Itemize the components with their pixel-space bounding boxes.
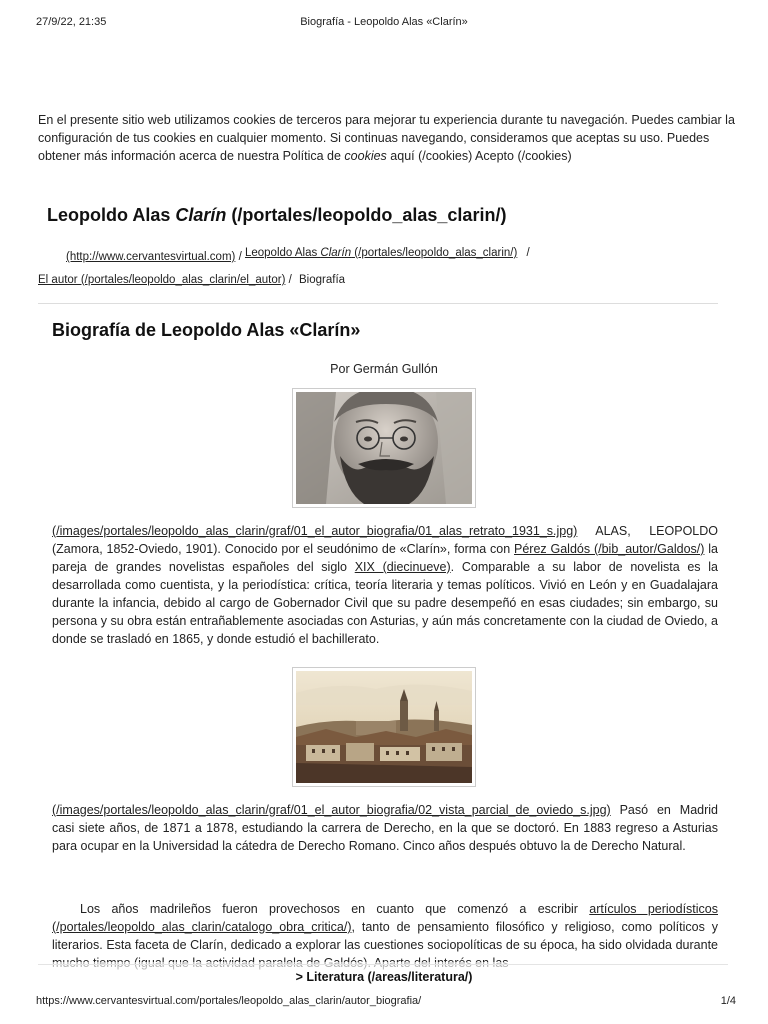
breadcrumb-portal-link[interactable] bbox=[245, 247, 517, 259]
breadcrumb-portal-italic: Clarín bbox=[320, 247, 352, 259]
paragraph-1-text-a: ALAS, LEOPOLDO (Zamora, 1852-Oviedo, 1901). Conocido por el seudónimo de «Clarín», forma con bbox=[52, 524, 718, 556]
oviedo-illustration bbox=[296, 671, 472, 783]
cookie-notice bbox=[38, 111, 738, 165]
breadcrumb-separator: / bbox=[238, 251, 242, 263]
divider bbox=[38, 303, 718, 304]
portal-title-italic: Clarín bbox=[175, 205, 227, 225]
cookie-word: cookies bbox=[344, 149, 387, 163]
breadcrumb-separator: / bbox=[526, 247, 530, 259]
paragraph-1-text-b: la pareja de grandes novelistas españoles del siglo bbox=[52, 542, 719, 574]
portal-title-suffix: (/portales/leopoldo_alas_clarin/) bbox=[226, 205, 507, 225]
paragraph-1-text-c: . Comparable a su labor de novelista es la desarrollada como cuentista, y la periodística: crítica, teoría literaria y temas políticos. Vivió en León y en Guadalajara durante la infancia, debido al cargo de Gobernador Civil que su padre desempeñó en esas ciudades; sin embargo, su persona y su obra están entrañablemente asociadas con Asturias, y aún más concretamente con la ciudad de Oviedo, a donde se trasladó en 1865, y donde estudió el bachillerato. bbox=[52, 560, 718, 646]
print-doc-title: Biografía - Leopoldo Alas «Clarín» bbox=[300, 16, 468, 28]
cookie-accept-links[interactable]: aquí (/cookies) Acepto (/cookies) bbox=[386, 149, 572, 163]
galdos-link[interactable]: Pérez Galdós (/bib_autor/Galdos/) bbox=[514, 542, 705, 556]
portal-title-prefix: Leopoldo Alas bbox=[47, 205, 176, 225]
oviedo-image-link[interactable]: (/images/portales/leopoldo_alas_clarin/graf/01_el_autor_biografia/02_vista_parcial_de_oviedo_s.jpg) bbox=[52, 803, 611, 817]
paragraph-3-text-b: , tanto de pensamiento filosófico y religioso, como políticos y literarios. Esta faceta de Clarín, dedicado a explorar las cuestiones sociopolíticas de su época, ha sido olvidada durante bbox=[52, 920, 718, 952]
paragraph-1 bbox=[52, 522, 718, 648]
breadcrumb-separator: / bbox=[288, 274, 292, 286]
breadcrumb-portal-prefix: Leopoldo Alas bbox=[244, 247, 321, 259]
page-title: Biografía de Leopoldo Alas «Clarín» bbox=[52, 320, 361, 340]
portrait-illustration bbox=[296, 392, 472, 504]
portrait-image[interactable] bbox=[292, 388, 476, 508]
breadcrumb-portal-suffix: (/portales/leopoldo_alas_clarin/) bbox=[351, 247, 518, 259]
articulos-link[interactable]: artículos periodísticos (/portales/leopoldo_alas_clarin/catalogo_obra_critica/) bbox=[52, 902, 718, 934]
print-datetime: 27/9/22, 21:35 bbox=[36, 16, 107, 28]
oviedo-image[interactable] bbox=[292, 667, 476, 787]
breadcrumb-current: Biografía bbox=[299, 274, 346, 286]
paragraph-3-text-a: Los años madrileños fueron provechosos en cuanto que comenzó a escribir bbox=[80, 902, 590, 916]
breadcrumb-line-2 bbox=[38, 274, 728, 286]
portrait-image-link[interactable]: (/images/portales/leopoldo_alas_clarin/graf/01_el_autor_biografia/01_alas_retrato_1931_s.jpg) bbox=[52, 524, 578, 538]
author-byline: Por Germán Gullón bbox=[330, 362, 438, 376]
breadcrumb bbox=[38, 247, 728, 263]
print-page-number: 1/4 bbox=[720, 995, 736, 1007]
print-url: https://www.cervantesvirtual.com/portales/leopoldo_alas_clarin/autor_biografia/ bbox=[36, 995, 422, 1007]
breadcrumb-home-link[interactable]: (http://www.cervantesvirtual.com) bbox=[66, 251, 236, 263]
paragraph-2 bbox=[52, 801, 718, 855]
portal-title[interactable] bbox=[47, 205, 506, 226]
literatura-nav-link[interactable]: > Literatura (/areas/literatura/) bbox=[295, 970, 473, 984]
paragraph-2-text: Pasó en Madrid casi siete años, de 1871 a 1878, estudiando la carrera de Derecho, en la que se doctoró. En 1883 regreso a Asturias para ocupar en la Universidad la cátedra de Derecho Romano. Cinco años después obtuvo la de Derecho Natural. bbox=[52, 803, 718, 853]
breadcrumb-author-link[interactable]: El autor (/portales/leopoldo_alas_clarin/el_autor) bbox=[38, 274, 286, 286]
xix-link[interactable]: XIX (diecinueve) bbox=[354, 560, 451, 574]
cookie-text-before: En el presente sitio web utilizamos cookies de terceros para mejorar tu experiencia durante tu navegación. Puedes cambiar la configuración de tus cookies en cualquier momento. Si continuas navegando, consideramos que aceptas su uso. Puedes obtener más información acerca de nuestra Política de bbox=[38, 113, 735, 163]
